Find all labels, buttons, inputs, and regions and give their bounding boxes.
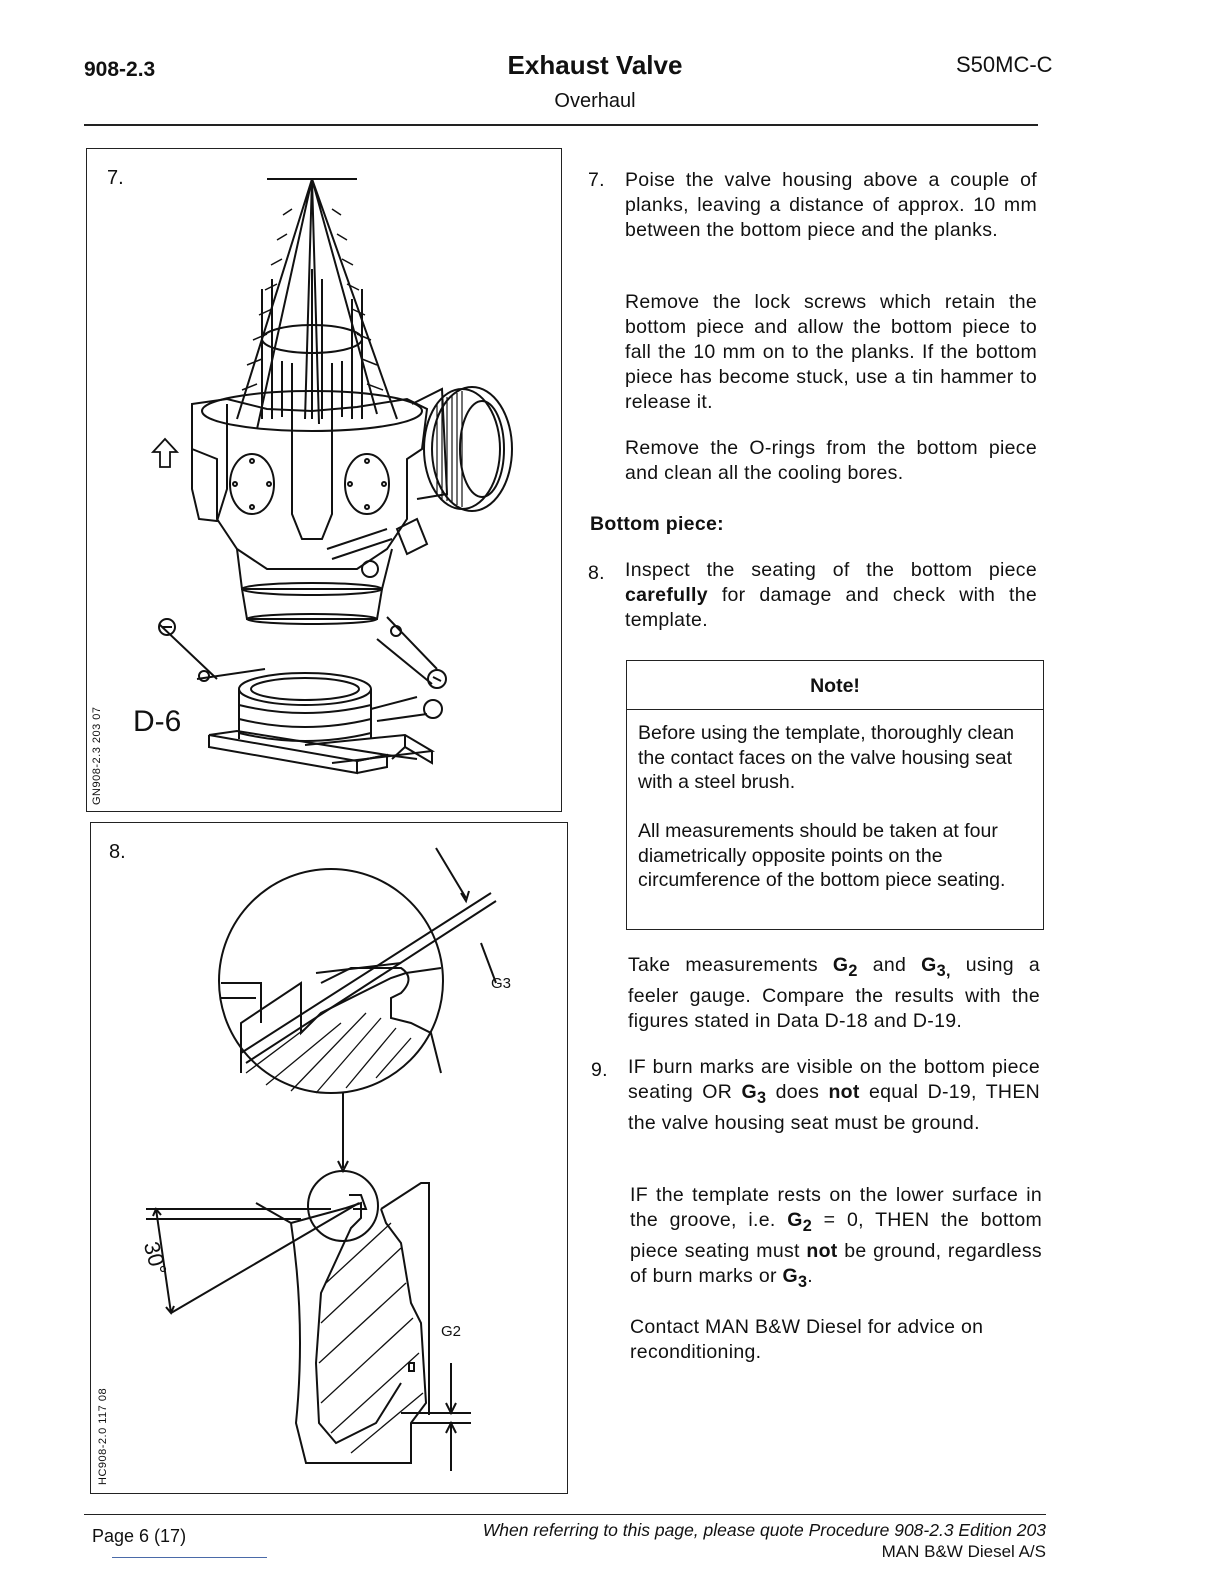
- angle-label: 30°: [138, 1239, 172, 1278]
- figure-7-code: GN908-2.3 203 07: [91, 706, 103, 805]
- step-9-paragraph-2: IF the template rests on the lower surface in the groove, i.e. $G_2 = 0$, THEN the bottom piece seating must not be ground, regardless of burn marks or $G_3$.: [630, 1184, 1043, 1291]
- note-paragraph-2: All measurements should be taken at four diametrically opposite points on the circumference of the bottom piece seating.: [638, 820, 1006, 891]
- step-9-paragraph-1: IF burn marks are visible on the bottom piece seating OR $G_3$ does not equal D-19, THEN the valve housing seat must be ground.: [628, 1056, 1041, 1134]
- note-box: [626, 660, 1044, 930]
- step-9-paragraph-3: Contact MAN B&W Diesel for advice on reconditioning.: [630, 1316, 984, 1363]
- header-divider: [84, 124, 1038, 126]
- figure-7-label: D-6: [133, 705, 182, 738]
- g3-label: G3: [491, 975, 512, 992]
- valve-housing-illustration: [87, 149, 561, 811]
- note-title: Note!: [627, 661, 1043, 710]
- footer-divider: [84, 1514, 1046, 1515]
- company-name: MAN B&W Diesel A/S: [881, 1542, 1046, 1561]
- figure-7-frame: [86, 148, 562, 812]
- footer-quote: When referring to this page, please quote Procedure 908-2.3 Edition 203: [482, 1520, 1046, 1540]
- step-8-paragraph: Inspect the seating of the bottom piece carefully for damage and check with the template.: [625, 559, 1037, 631]
- procedure-number: 908-2.3: [84, 58, 156, 81]
- step-7-paragraph-1: Poise the valve housing above a couple of planks, leaving a distance of approx. 10 mm between the bottom piece and the planks.: [625, 169, 1037, 241]
- step-7-paragraph-2: Remove the lock screws which retain the bottom piece and allow the bottom piece to fall the 10 mm on to the planks. If the bottom piece has become stuck, use a tin hammer to release it.: [625, 291, 1037, 413]
- engine-type: S50MC-C: [956, 52, 1053, 77]
- emphasis-carefully: carefully: [625, 584, 708, 606]
- figure-8-number: 8.: [109, 841, 126, 863]
- footer-mark: [112, 1557, 267, 1558]
- step-7-paragraph-3: Remove the O-rings from the bottom piece and clean all the cooling bores.: [625, 437, 1037, 484]
- step-9-number: 9.: [591, 1059, 608, 1081]
- section-heading: Bottom piece:: [590, 513, 724, 535]
- page-title: Exhaust Valve: [507, 50, 683, 80]
- seat-section-illustration: [91, 823, 567, 1493]
- page-number: Page 6 (17): [92, 1526, 187, 1546]
- step-7-number: 7.: [588, 169, 605, 191]
- measurement-paragraph: Take measurements $G_2$ and $G_{3,}$ using a feeler gauge. Compare the results with the figures stated in Data D-18 and D-19.: [628, 954, 1040, 1032]
- note-paragraph-1: Before using the template, thoroughly clean the contact faces on the valve housing seat with a steel brush.: [638, 722, 1015, 793]
- g2-label: G2: [441, 1323, 462, 1340]
- page-subtitle: Overhaul: [554, 90, 636, 112]
- step-8-number: 8.: [588, 562, 605, 584]
- figure-8-frame: [90, 822, 568, 1494]
- figure-8-code: HC908-2.0 117 08: [97, 1387, 109, 1485]
- figure-7-number: 7.: [107, 167, 124, 189]
